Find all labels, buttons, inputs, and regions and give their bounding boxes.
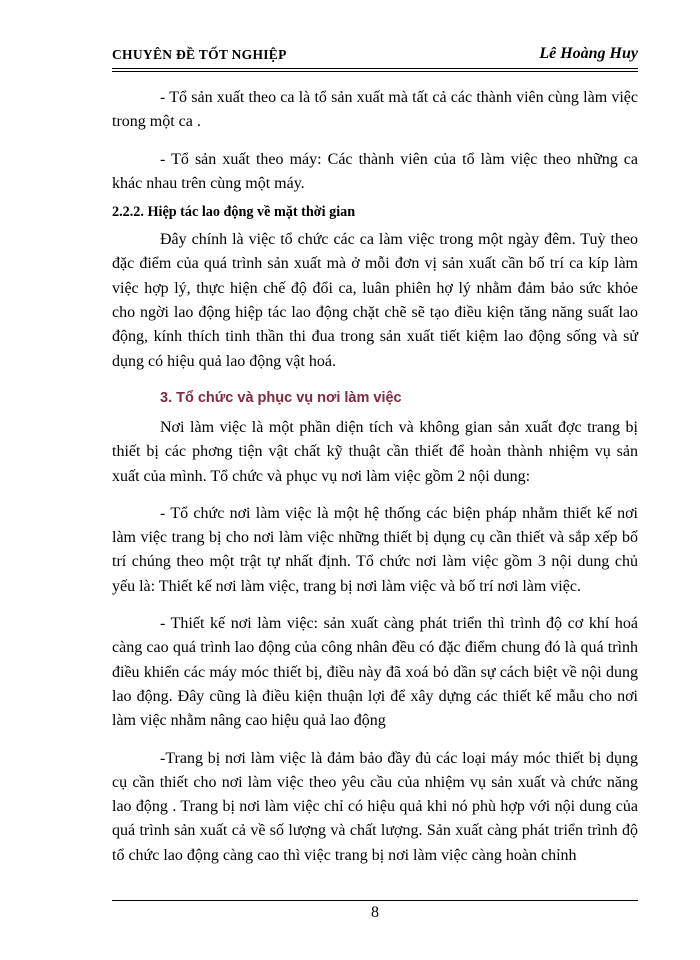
paragraph-shift-team: - Tổ sản xuất theo ca là tổ sản xuất mà tất cả các thành viên cùng làm việc trong một ca . xyxy=(112,89,638,131)
header-author: Lê Hoàng Huy xyxy=(539,45,638,62)
page-number: 8 xyxy=(371,904,379,921)
header-rule-bottom xyxy=(112,71,638,72)
header-title: CHUYÊN ĐỀ TỐT NGHIỆP xyxy=(112,47,287,62)
section-heading-3: 3. Tổ chức và phục vụ nơi làm việc xyxy=(160,389,402,406)
section-heading-2-2-2: 2.2.2. Hiệp tác lao động về mặt thời gian xyxy=(112,204,356,221)
paragraph-workplace-organization: - Tổ chức nơi làm việc là một hệ thống các biện pháp nhằm thiết kế nơi làm việc trang bị cho nơi làm việc những thiết bị dụng cụ cần thiết và sắp xếp bố trí chúng theo một trật tự nhất định. Tổ chức nơi làm việc gồm 3 nội dung chủ yếu là: Thiết kế nơi làm việc, trang bị nơi làm việc và bố trí nơi làm việc. xyxy=(112,504,638,595)
paragraph-workplace-equipment: -Trang bị nơi làm việc là đảm bảo đầy đủ các loại máy móc thiết bị dụng cụ cần thiết cho nơi làm việc theo yêu cầu của nhiệm vụ sản xuất và chức năng lao động . Trang bị nơi làm việc chỉ có hiệu quả khi nó phù hợp với nội dung của quá trình sản xuất cả về số lượng và chất lượng. Sản xuất càng phát triển trình độ tổ chức lao động càng cao thì việc trang bị nơi làm việc càng hoàn chỉnh xyxy=(112,749,638,864)
header-rule-top xyxy=(112,68,638,69)
paragraph-machine-team: - Tổ sản xuất theo máy: Các thành viên của tổ làm việc theo những ca khác nhau trên cùng một máy. xyxy=(112,150,638,192)
footer-rule xyxy=(112,900,638,901)
paragraph-workplace-definition: Nơi làm việc là một phần diện tích và không gian sản xuất đợc trang bị thiết bị các phơng tiện vật chất kỹ thuật cần thiết để hoàn thành nhiệm vụ sản xuất của mình. Tổ chức và phục vụ nơi làm việc gồm 2 nội dung: xyxy=(112,418,638,485)
page-body xyxy=(112,86,638,881)
page-header xyxy=(112,45,638,67)
paragraph-workplace-design: - Thiết kế nơi làm việc: sản xuất càng phát triển thì trình độ cơ khí hoá càng cao quá trình lao động của công nhân đều có đặc điểm chung đó là quá trình điều khiển các máy móc thiết bị, điều này đã xoá bỏ dần sự cách biệt về nội dung lao động. Đây cũng là điều kiện thuận lợi để xây dựng các thiết kế mẫu cho nơi làm việc nhằm nâng cao hiệu quả lao động xyxy=(112,615,638,730)
paragraph-time-cooperation: Đây chính là việc tổ chức các ca làm việc trong một ngày đêm. Tuỳ theo đặc điểm của quá trình sản xuất mà ở mỗi đơn vị sản xuất cần bố trí ca kíp làm việc hợp lý, thực hiện chế độ đổi ca, luân phiên hợ lý nhằm đảm bảo sức khỏe cho ngời lao động hiệp tác lao động chặt chẽ sẽ tạo điều kiện tăng năng suất lao động, kính thích tinh thần thi đua trong sản xuất tiết kiệm lao động sống và sử dụng có hiệu quả lao động vật hoá. xyxy=(112,231,638,370)
